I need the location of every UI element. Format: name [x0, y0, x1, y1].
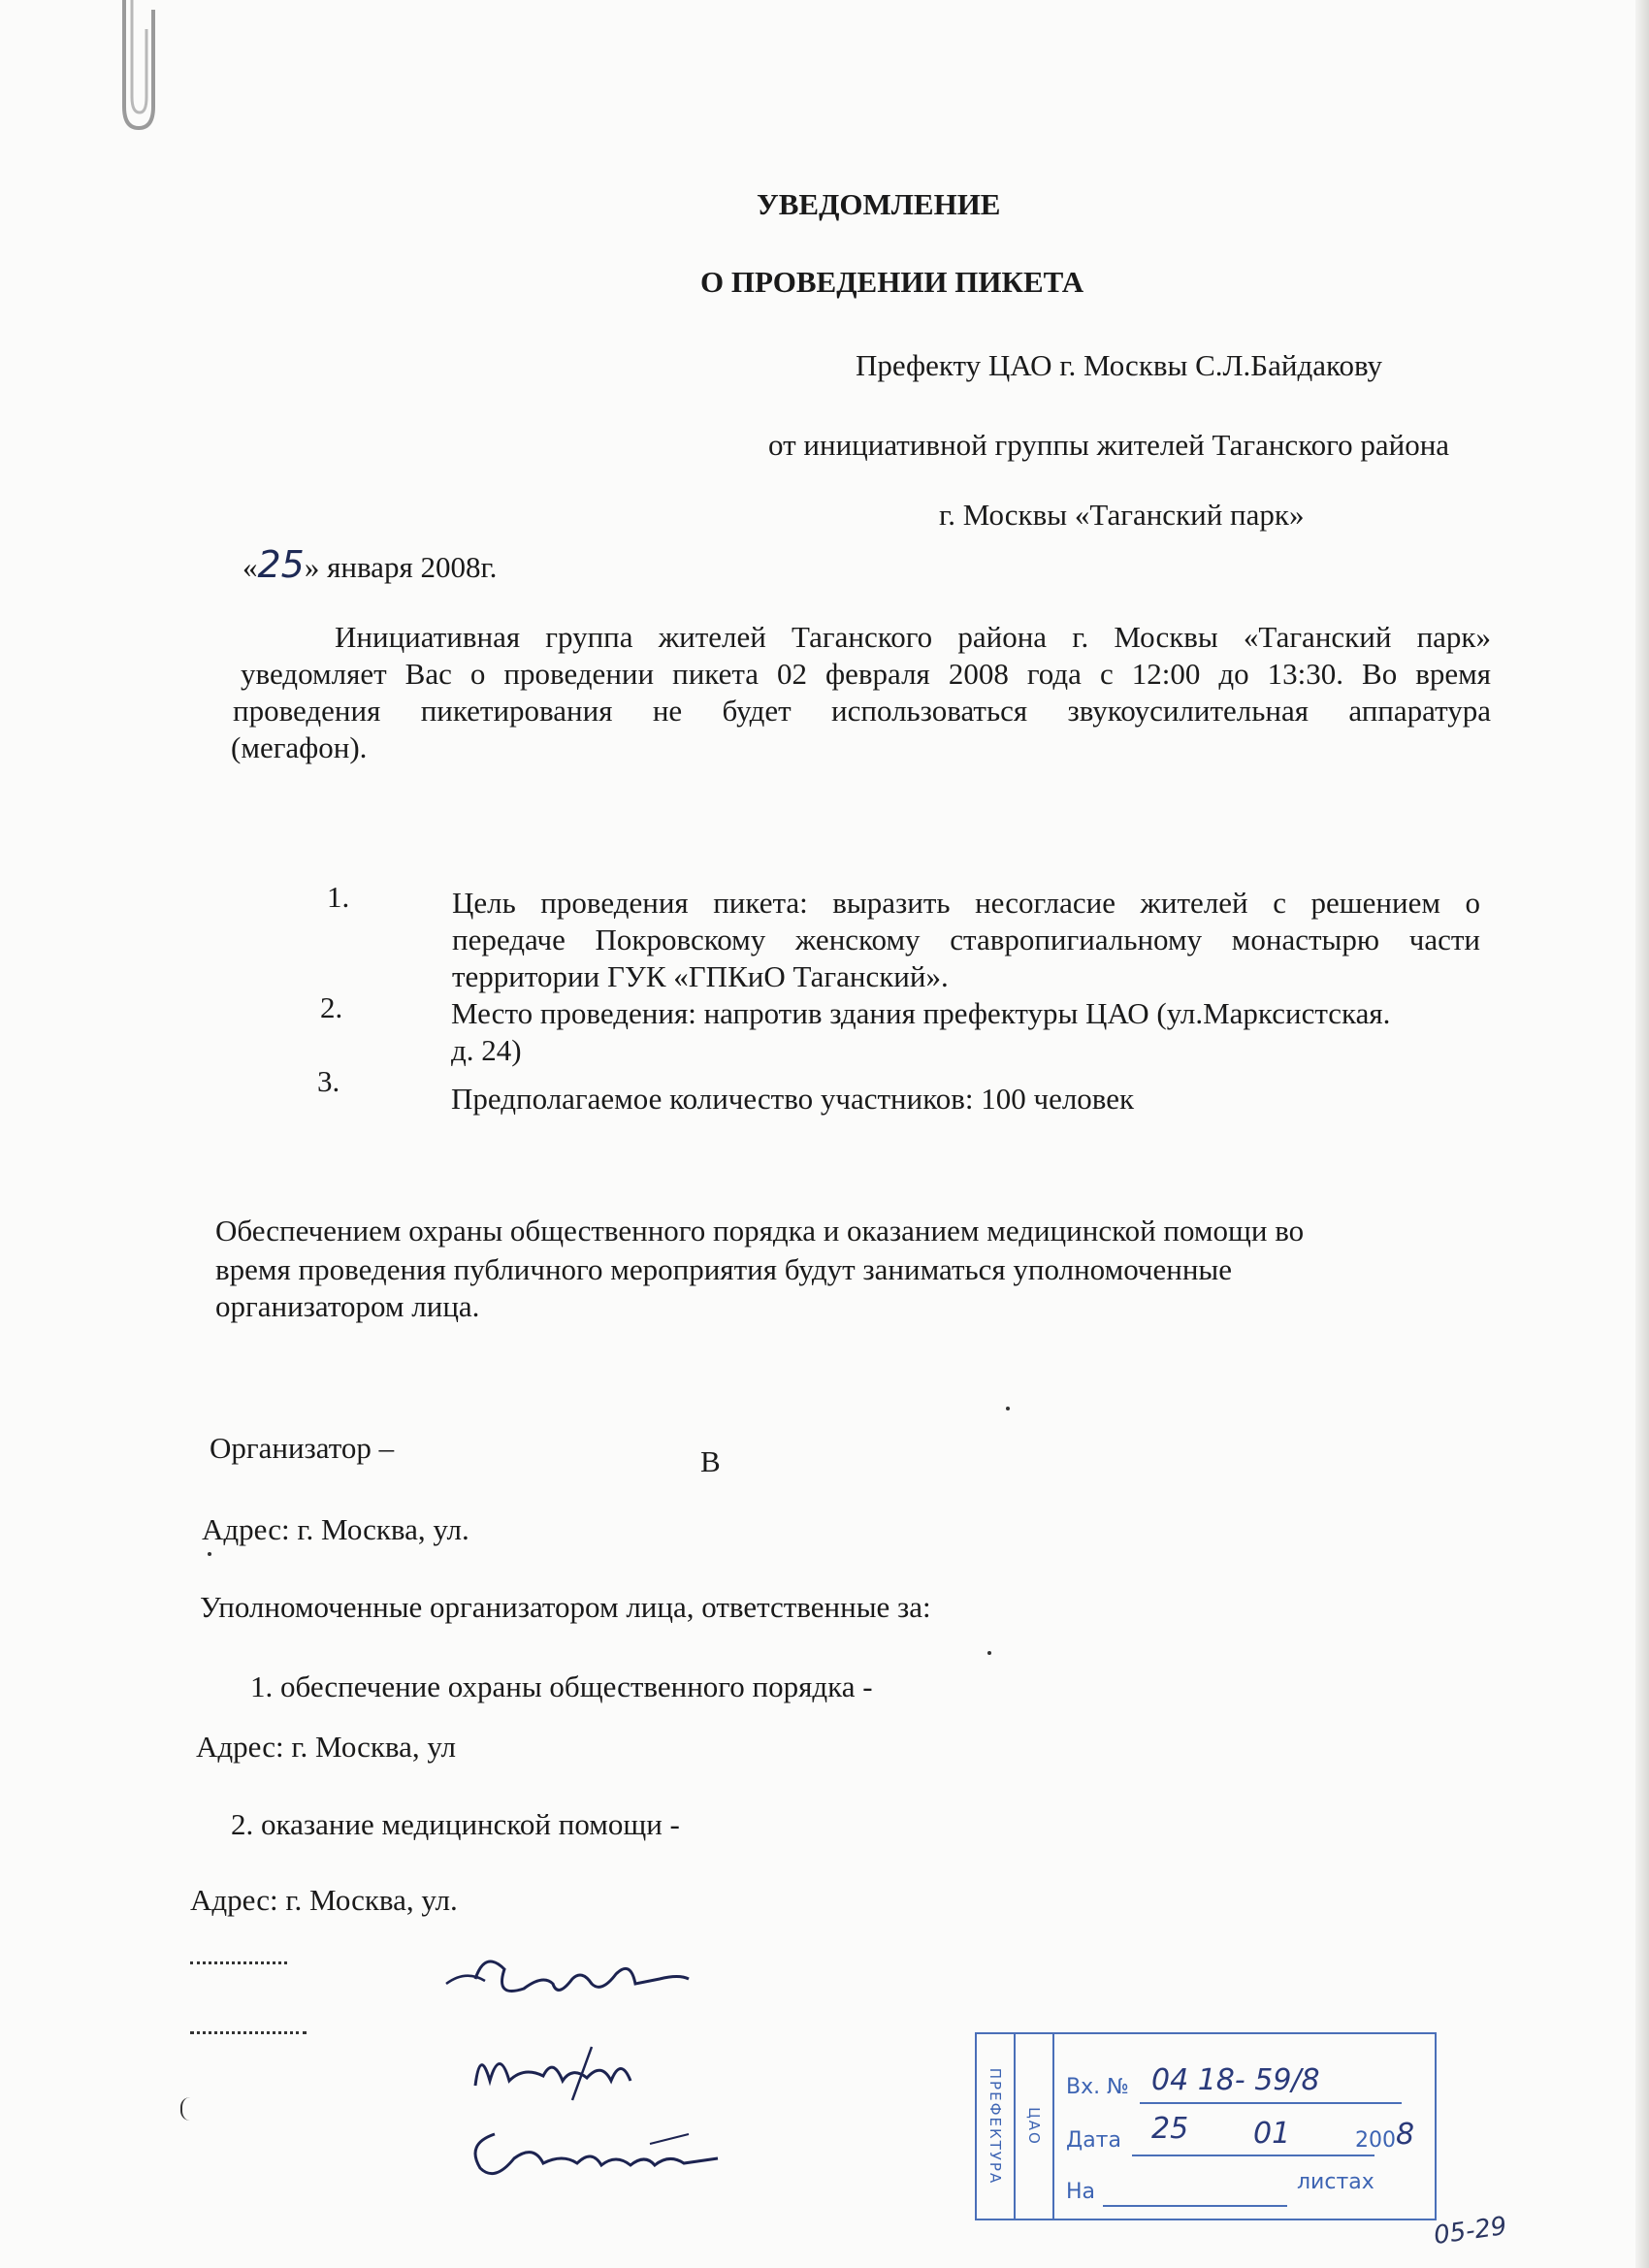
- list-item-1-line-2: передаче Покровскому женскому ставропигиальному монастырю части: [452, 923, 1480, 956]
- list-item-1-line-1: Цель проведения пикета: выразить несогласие жителей с решением о: [452, 886, 1480, 920]
- responsible-address-1: Адрес: г. Москва, ул: [196, 1730, 457, 1764]
- stamp-sheets-line: [1103, 2205, 1287, 2207]
- responsible-item-1: 1. обеспечение охраны общественного порядка -: [250, 1669, 873, 1703]
- security-line-2: время проведения публичного мероприятия будут заниматься уполномоченные: [215, 1252, 1233, 1286]
- stamp-number-line: [1140, 2102, 1402, 2104]
- signature-1: [436, 1940, 728, 2018]
- corner-handwritten-note: 05-29: [1432, 2211, 1509, 2252]
- speck: [1006, 1407, 1010, 1410]
- stamp-date-year-hand: 8: [1396, 2118, 1415, 2152]
- stamp-date-year: 200: [1355, 2128, 1396, 2153]
- security-line-1: Обеспечением охраны общественного порядка и оказанием медицинской помощи во: [215, 1214, 1305, 1247]
- document-subtitle: О ПРОВЕДЕНИИ ПИКЕТА: [700, 265, 1084, 299]
- speck: [987, 1651, 991, 1655]
- stamp-side-panel: [977, 2034, 1016, 2219]
- list-item-1-line-3: территории ГУК «ГПКиО Таганский».: [452, 959, 949, 993]
- date-close-quote: »: [304, 550, 320, 584]
- list-item-3-number: 3.: [317, 1064, 340, 1098]
- stamp-date-label: Дата: [1066, 2128, 1121, 2153]
- stamp-side-text-2: ЦАО: [1025, 2107, 1043, 2146]
- security-line-3: организатором лица.: [215, 1289, 480, 1323]
- responsible-heading: Уполномоченные организатором лица, ответственные за:: [200, 1590, 931, 1624]
- redacted-line-stub: [190, 1961, 287, 1970]
- stamp-sheets-suffix: листах: [1297, 2170, 1374, 2194]
- intro-line-1: Инициативная группа жителей Таганского района г. Москвы «Таганский парк»: [335, 620, 1491, 654]
- responsible-item-2: 2. оказание медицинской помощи -: [231, 1807, 680, 1841]
- stamp-date-line: [1132, 2155, 1374, 2156]
- list-item-3-line-1: Предполагаемое количество участников: 100 человек: [451, 1082, 1135, 1116]
- list-item-2-number: 2.: [320, 990, 343, 1024]
- paper-clip-icon: [105, 0, 163, 136]
- date-open-quote: «: [242, 550, 258, 584]
- intro-line-3: проведения пикетирования не будет использоваться звукоусилительная аппаратура: [233, 694, 1491, 728]
- stamp-date-day: 25: [1151, 2112, 1189, 2146]
- date-day-handwritten: 25: [257, 543, 305, 586]
- responsible-address-2: Адрес: г. Москва, ул.: [190, 1883, 458, 1917]
- addressee-to: Префекту ЦАО г. Москвы С.Л.Байдакову: [856, 348, 1383, 382]
- stamp-number-label: Вх. №: [1066, 2075, 1129, 2099]
- redacted-line-stub: [180, 2097, 196, 2121]
- organizer-label: Организатор –: [210, 1431, 395, 1465]
- list-item-2-line-2: д. 24): [451, 1033, 522, 1067]
- document-title: УВЕДОМЛЕНИЕ: [757, 187, 1001, 221]
- organizer-address: Адрес: г. Москва, ул.: [202, 1512, 469, 1546]
- stamp-sheets-label: На: [1066, 2180, 1096, 2204]
- stamp-side-panel-2: [1016, 2034, 1054, 2219]
- stamp-date-month: 01: [1253, 2117, 1291, 2151]
- registration-stamp: [975, 2032, 1437, 2220]
- stamp-side-text: ПРЕФЕКТУРА: [986, 2067, 1004, 2186]
- list-item-1-number: 1.: [327, 880, 350, 914]
- intro-line-4: (мегафон).: [231, 730, 368, 764]
- date-month-year: января 2008г.: [327, 550, 498, 584]
- addressee-from-line1: от инициативной группы жителей Таганского района: [768, 428, 1450, 462]
- document-date: [242, 543, 497, 588]
- redacted-line-stub: [190, 2031, 307, 2040]
- signature-3: [456, 2105, 747, 2192]
- organizer-initial: В: [700, 1444, 721, 1478]
- page-edge-shadow: [1635, 0, 1649, 2268]
- addressee-from-line2: г. Москвы «Таганский парк»: [939, 498, 1305, 532]
- speck: [208, 1552, 211, 1556]
- intro-line-2: уведомляет Вас о проведении пикета 02 февраля 2008 года с 12:00 до 13:30. Во время: [241, 657, 1491, 691]
- stamp-number-value: 04 18- 59/8: [1151, 2063, 1320, 2097]
- signature-2: [456, 2027, 689, 2105]
- list-item-2-line-1: Место проведения: напротив здания префектуры ЦАО (ул.Марксистская.: [451, 996, 1391, 1030]
